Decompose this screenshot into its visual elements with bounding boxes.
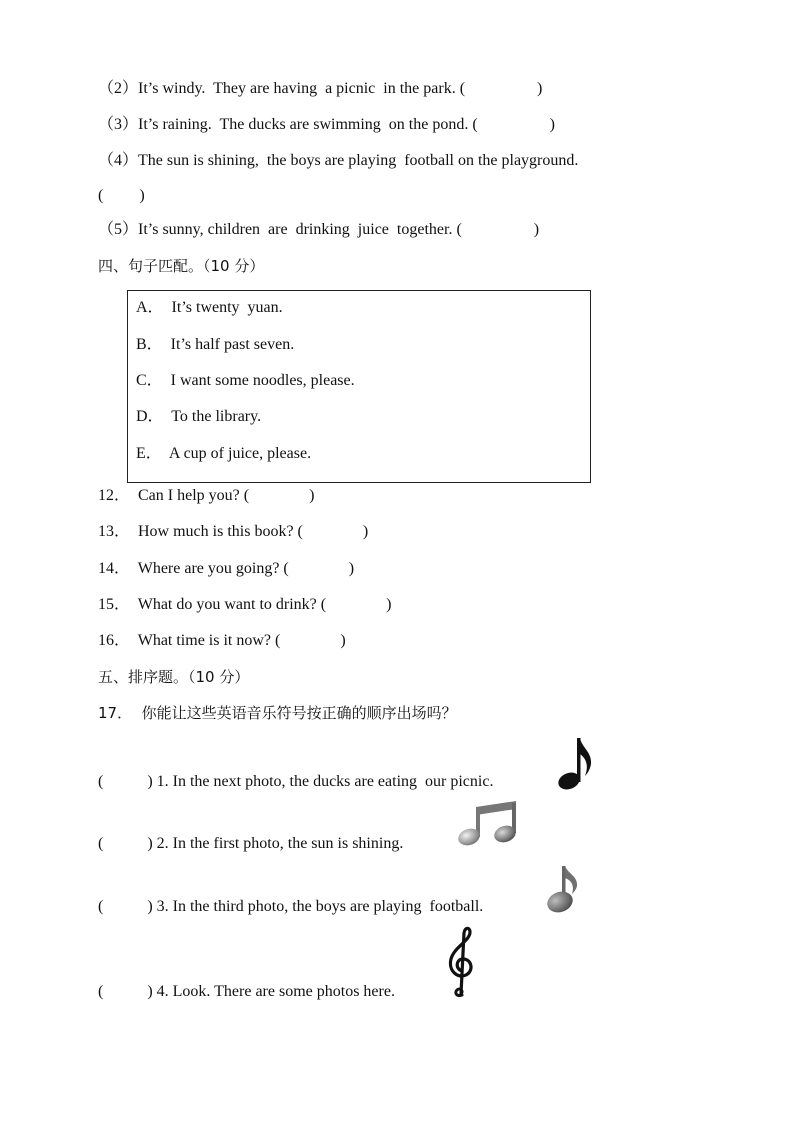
order-item-2: ( ) 2. In the first photo, the sun is shining. bbox=[98, 835, 404, 852]
question-16: 16． What time is it now? ( ) bbox=[98, 632, 346, 649]
order-item-4: ( ) 4. Look. There are some photos here. bbox=[98, 983, 395, 1000]
sentence-3: （3）It’s raining. The ducks are swimming on the pond. ( ) bbox=[98, 116, 555, 133]
option-a: A． It’s twenty yuan. bbox=[136, 299, 283, 316]
gray-note-icon bbox=[544, 862, 582, 916]
question-15: 15． What do you want to drink? ( ) bbox=[98, 596, 392, 613]
beamed-notes-icon bbox=[456, 801, 524, 851]
answer-options-box bbox=[127, 290, 591, 483]
treble-clef-icon bbox=[444, 925, 478, 1001]
question-14: 14． Where are you going? ( ) bbox=[98, 560, 355, 577]
sentence-4-blank: ( ) bbox=[98, 187, 145, 204]
option-b: B． It’s half past seven. bbox=[136, 336, 295, 353]
sentence-4: （4）The sun is shining, the boys are playing football on the playground. bbox=[98, 152, 579, 169]
sentence-2: （2）It’s windy. They are having a picnic in the park. ( ) bbox=[98, 80, 543, 97]
question-12: 12． Can I help you? ( ) bbox=[98, 487, 315, 504]
section-5-heading: 五、排序题。（10 分） bbox=[98, 668, 250, 686]
order-item-3: ( ) 3. In the third photo, the boys are playing football. bbox=[98, 898, 484, 915]
option-d: D． To the library. bbox=[136, 408, 262, 425]
question-13: 13． How much is this book? ( ) bbox=[98, 523, 369, 540]
option-e: E． A cup of juice, please. bbox=[136, 445, 312, 462]
option-c: C． I want some noodles, please. bbox=[136, 372, 355, 389]
order-item-1: ( ) 1. In the next photo, the ducks are eating our picnic. bbox=[98, 773, 494, 790]
question-17: 17． 你能让这些英语音乐符号按正确的顺序出场吗？ bbox=[98, 704, 457, 722]
eighth-note-icon bbox=[556, 734, 596, 792]
section-4-heading: 四、句子匹配。（10 分） bbox=[98, 257, 265, 275]
sentence-5: （5）It’s sunny, children are drinking juice together. ( ) bbox=[98, 221, 540, 238]
